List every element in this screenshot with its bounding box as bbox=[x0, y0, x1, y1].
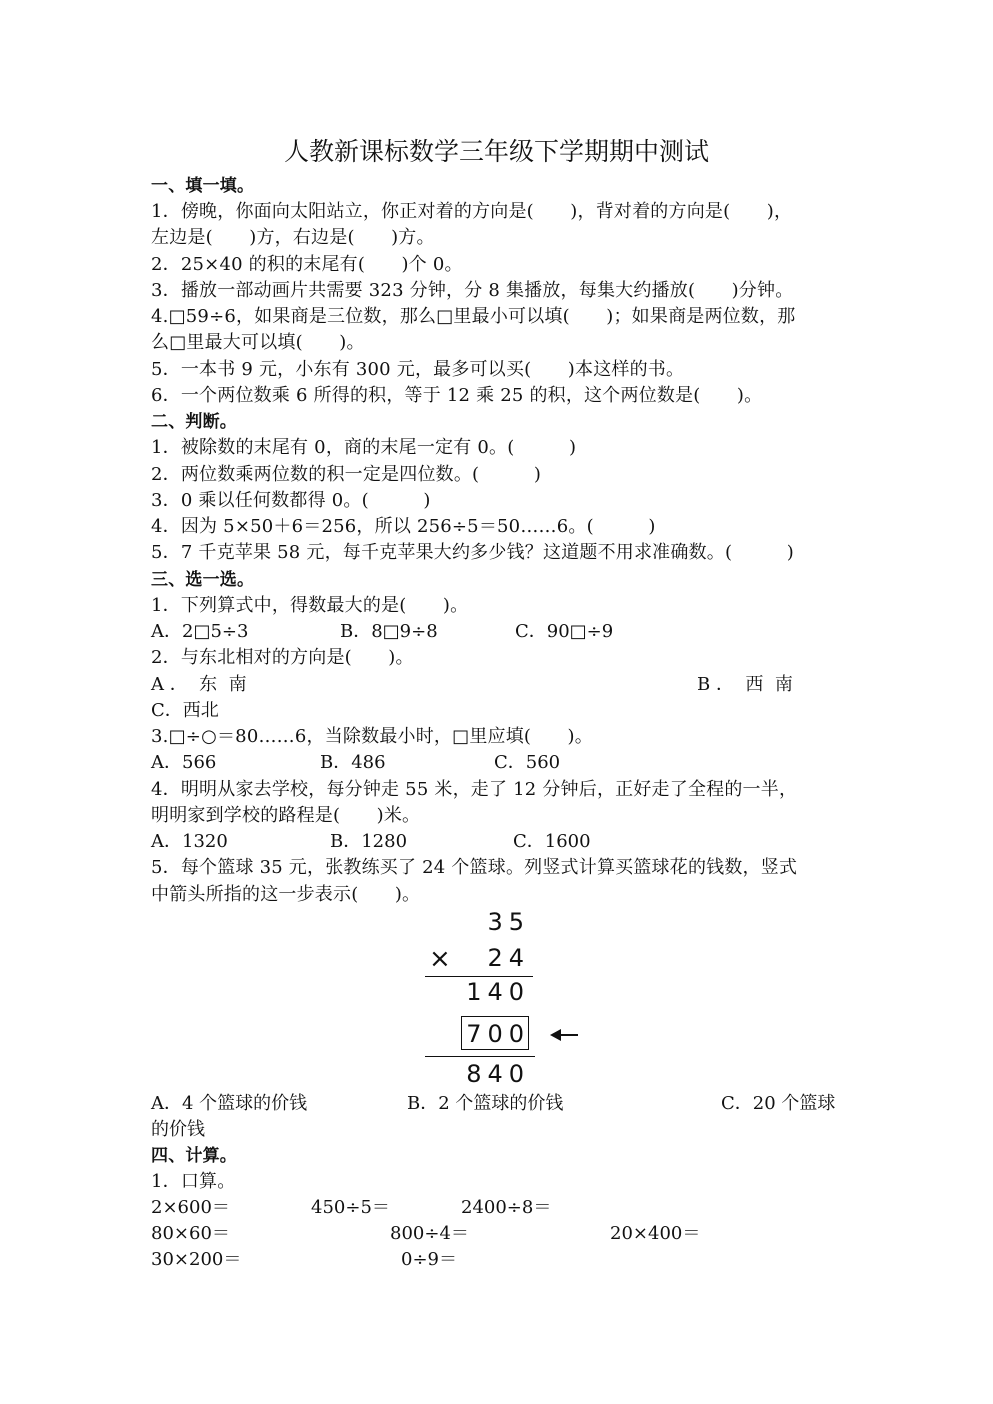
left-arrow-icon bbox=[552, 1034, 578, 1036]
rule-line bbox=[425, 976, 533, 977]
mental-calc-item: 0÷9＝ bbox=[401, 1249, 457, 1270]
multiplicand: 35 bbox=[487, 908, 530, 936]
question-text: 1．傍晚，你面向太阳站立，你正对着的方向是( )，背对着的方向是( )， bbox=[151, 201, 793, 222]
option-c: C．1600 bbox=[513, 831, 591, 852]
section-heading-choose: 三、选一选。 bbox=[151, 570, 255, 590]
question-text: 1．口算。 bbox=[151, 1171, 236, 1192]
section-heading-fill: 一、填一填。 bbox=[151, 176, 255, 196]
option-b: B．486 bbox=[320, 752, 386, 773]
option-a: A．2□5÷3 bbox=[151, 621, 249, 642]
question-text: 3．播放一部动画片共需要 323 分钟，分 8 集播放，每集大约播放( )分钟。 bbox=[151, 280, 794, 301]
question-text: 6．一个两位数乘 6 所得的积，等于 12 乘 25 的积，这个两位数是( )。 bbox=[151, 385, 763, 406]
mental-calc-item: 2×600＝ bbox=[151, 1197, 230, 1218]
option-c: C．560 bbox=[494, 752, 561, 773]
page-title: 人教新课标数学三年级下学期期中测试 bbox=[283, 137, 709, 166]
mental-calc-item: 20×400＝ bbox=[610, 1223, 701, 1244]
option-c: C．20 个篮球 bbox=[721, 1093, 836, 1114]
vertical-multiplication bbox=[425, 906, 585, 1091]
mental-calc-item: 2400÷8＝ bbox=[461, 1197, 552, 1218]
mental-calc-item: 800÷4＝ bbox=[390, 1223, 469, 1244]
question-text: 3.□÷○＝80……6，当除数最小时，□里应填( )。 bbox=[151, 726, 593, 747]
question-text: 中箭头所指的这一步表示( )。 bbox=[151, 884, 421, 905]
question-text: 5．一本书 9 元，小东有 300 元，最多可以买( )本这样的书。 bbox=[151, 359, 685, 380]
product: 840 bbox=[466, 1060, 530, 1088]
option-b: B．8□9÷8 bbox=[340, 621, 438, 642]
question-text: 3．0 乘以任何数都得 0。( ) bbox=[151, 490, 431, 511]
mental-calc-item: 30×200＝ bbox=[151, 1249, 242, 1270]
question-text: 2．25×40 的积的末尾有( )个 0。 bbox=[151, 254, 463, 275]
question-text: 明明家到学校的路程是( )米。 bbox=[151, 805, 421, 826]
multiplier: 24 bbox=[487, 944, 530, 972]
question-text: 5．7 千克苹果 58 元，每千克苹果大约多少钱？这道题不用求准确数。( ) bbox=[151, 542, 795, 563]
option-a: A ． 东 南 bbox=[151, 674, 247, 695]
section-heading-calc: 四、计算。 bbox=[151, 1146, 237, 1166]
question-text: 么□里最大可以填( )。 bbox=[151, 332, 365, 353]
times-sign: × bbox=[429, 944, 451, 974]
question-text: 1．被除数的末尾有 0，商的末尾一定有 0。( ) bbox=[151, 437, 577, 458]
partial-product-1: 140 bbox=[466, 978, 530, 1006]
question-text: 4.□59÷6，如果商是三位数，那么□里最小可以填( )；如果商是两位数，那 bbox=[151, 306, 796, 327]
option-b: B ． 西 南 bbox=[697, 674, 793, 695]
option-c-continued: 的价钱 bbox=[151, 1119, 205, 1140]
rule-line bbox=[425, 1056, 535, 1057]
option-a: A．4 个篮球的价钱 bbox=[151, 1093, 308, 1114]
option-c: C．西北 bbox=[151, 700, 219, 721]
section-heading-judge: 二、判断。 bbox=[151, 412, 237, 432]
question-text: 4．因为 5×50＋6＝256，所以 256÷5＝50……6。( ) bbox=[151, 516, 656, 537]
partial-product-2: 700 bbox=[466, 1020, 530, 1048]
mental-calc-item: 80×60＝ bbox=[151, 1223, 230, 1244]
question-text: 左边是( )方，右边是( )方。 bbox=[151, 227, 435, 248]
question-text: 2．两位数乘两位数的积一定是四位数。( ) bbox=[151, 464, 542, 485]
option-a: A．566 bbox=[151, 752, 217, 773]
option-b: B．2 个篮球的价钱 bbox=[407, 1093, 564, 1114]
option-b: B．1280 bbox=[330, 831, 408, 852]
question-text: 5．每个篮球 35 元，张教练买了 24 个篮球。列竖式计算买篮球花的钱数，竖式 bbox=[151, 857, 798, 878]
question-text: 2．与东北相对的方向是( )。 bbox=[151, 647, 414, 668]
option-a: A．1320 bbox=[151, 831, 228, 852]
mental-calc-item: 450÷5＝ bbox=[311, 1197, 390, 1218]
option-c: C．90□÷9 bbox=[515, 621, 614, 642]
question-text: 4．明明从家去学校，每分钟走 55 米，走了 12 分钟后，正好走了全程的一半， bbox=[151, 779, 798, 800]
question-text: 1．下列算式中，得数最大的是( )。 bbox=[151, 595, 469, 616]
